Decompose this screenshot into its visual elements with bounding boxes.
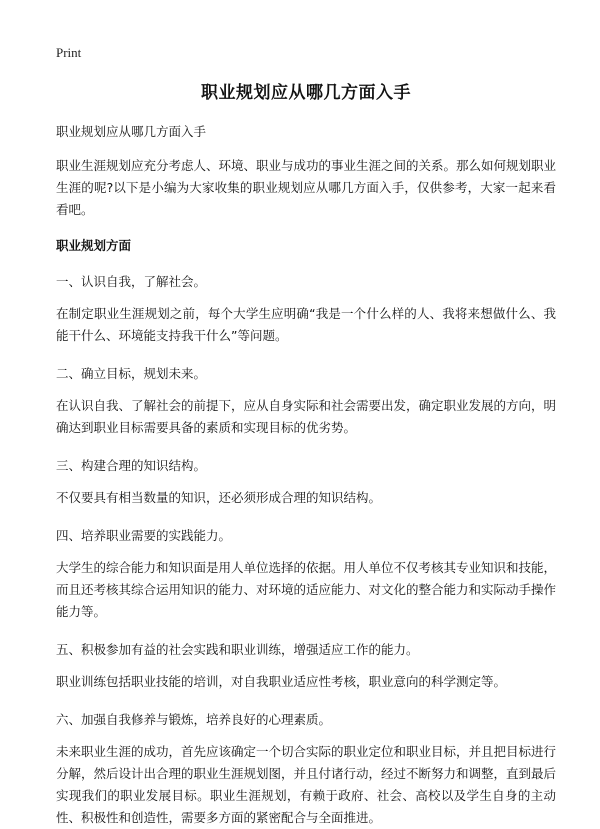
item-heading-4: 四、培养职业需要的实践能力。 <box>56 528 232 543</box>
document-subtitle: 职业规划应从哪几方面入手 <box>56 124 207 139</box>
item-body-3: 不仅要具有相当数量的知识，还必须形成合理的知识结构。 <box>56 490 382 505</box>
print-link[interactable]: Print <box>56 45 82 60</box>
item-heading-3: 三、构建合理的知识结构。 <box>56 458 207 473</box>
item-heading-1: 一、认识自我，了解社会。 <box>56 274 207 289</box>
section-heading: 职业规划方面 <box>56 238 132 253</box>
item-heading-5: 五、积极参加有益的社会实践和职业训练，增强适应工作的能力。 <box>56 642 419 657</box>
page-title: 职业规划应从哪几方面入手 <box>201 83 411 103</box>
intro-paragraph: 职业生涯规划应充分考虑人、环境、职业与成功的事业生涯之间的关系。那么如何规划职业生涯的呢?以下是小编为大家收集的职业规划应从哪几方面入手，仅供参考，大家一起来看看吧。 <box>56 158 557 217</box>
item-body-1: 在制定职业生涯规划之前，每个大学生应明确“我是一个什么样的人、我将来想做什么、我能干什么、环境能支持我干什么”等问题。 <box>56 306 556 343</box>
item-body-6: 未来职业生涯的成功，首先应该确定一个切合实际的职业定位和职业目标，并且把目标进行分解，然后设计出合理的职业生涯规划图，并且付诸行动，经过不断努力和调整，直到最后实现我们的职业发展目标。职业生涯规划，有赖于政府、社会、高校以及学生自身的主动性、积极性和创造性，需要多方面的紧密配合与全面推进。 <box>56 744 557 825</box>
item-body-2: 在认识自我、了解社会的前提下，应从自身实际和社会需要出发，确定职业发展的方向，明确达到职业目标需要具备的素质和实现目标的优劣势。 <box>56 398 557 435</box>
item-body-4: 大学生的综合能力和知识面是用人单位选择的依据。用人单位不仅考核其专业知识和技能，而且还考核其综合运用知识的能力、对环境的适应能力、对文化的整合能力和实际动手操作能力等。 <box>56 560 557 619</box>
item-body-5: 职业训练包括职业技能的培训，对自我职业适应性考核，职业意向的科学测定等。 <box>56 674 507 689</box>
item-heading-2: 二、确立目标，规划未来。 <box>56 366 207 381</box>
item-heading-6: 六、加强自我修养与锻炼，培养良好的心理素质。 <box>56 712 332 727</box>
